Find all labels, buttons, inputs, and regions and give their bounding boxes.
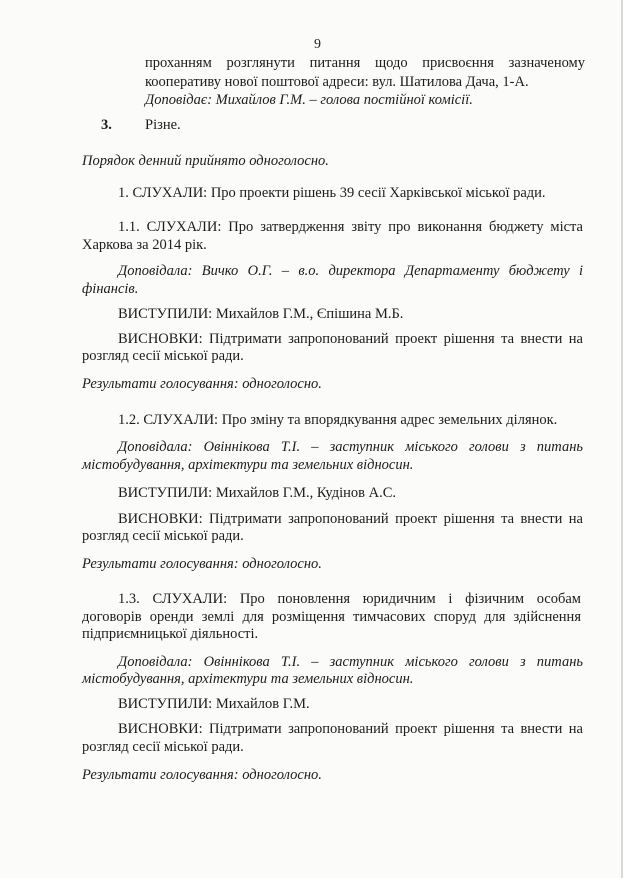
s11-heard-line-2: Харкова за 2014 рік. bbox=[82, 237, 207, 253]
s12-report-line-1: Доповідала: Овіннікова Т.І. – заступник міського голови з питань bbox=[118, 439, 583, 455]
item-3-number: 3. bbox=[101, 117, 112, 133]
heard-main: 1. СЛУХАЛИ: Про проекти рішень 39 сесії Харківської міської ради. bbox=[118, 185, 546, 201]
s11-vote: Результати голосування: одноголосно. bbox=[82, 376, 322, 392]
s13-conclusion-line-1: ВИСНОВКИ: Підтримати запропонований проект рішення та внести на bbox=[118, 721, 583, 737]
s11-heard-line-1: 1.1. СЛУХАЛИ: Про затвердження звіту про виконання бюджету міста bbox=[118, 219, 583, 235]
s13-report-line-2: містобудування, архітектури та земельних відносин. bbox=[82, 671, 414, 687]
agenda-adopted: Порядок денний прийнято одноголосно. bbox=[82, 153, 329, 169]
s11-report-line-1: Доповідала: Вичко О.Г. – в.о. директора Департаменту бюджету і bbox=[118, 263, 583, 279]
s11-report-line-2: фінансів. bbox=[82, 281, 139, 297]
s11-conclusion-line-2: розгляд сесії міської ради. bbox=[82, 348, 244, 364]
s12-spoke: ВИСТУПИЛИ: Михайлов Г.М., Кудінов А.С. bbox=[118, 485, 397, 501]
intro-speaker: Доповідає: Михайлов Г.М. – голова постійної комісії. bbox=[145, 92, 473, 108]
item-3-text: Різне. bbox=[145, 117, 181, 133]
intro-line-1: проханням розглянути питання щодо присвоєння зазначеному bbox=[145, 55, 585, 71]
s13-conclusion-line-2: розгляд сесії міської ради. bbox=[82, 739, 244, 755]
s12-vote: Результати голосування: одноголосно. bbox=[82, 556, 322, 572]
s11-spoke: ВИСТУПИЛИ: Михайлов Г.М., Єпішина М.Б. bbox=[118, 306, 404, 322]
s12-conclusion-line-2: розгляд сесії міської ради. bbox=[82, 528, 244, 544]
intro-line-2: кооперативу нової поштової адреси: вул. Шатилова Дача, 1-А. bbox=[145, 74, 529, 90]
page-number: 9 bbox=[314, 37, 321, 52]
s13-spoke: ВИСТУПИЛИ: Михайлов Г.М. bbox=[118, 696, 310, 712]
s13-vote: Результати голосування: одноголосно. bbox=[82, 767, 322, 783]
s13-heard-line-3: підприємницької діяльності. bbox=[82, 626, 259, 642]
s12-heard: 1.2. СЛУХАЛИ: Про зміну та впорядкування адрес земельних ділянок. bbox=[118, 412, 558, 428]
s13-heard-line-2: договорів оренди землі для розміщення тимчасових споруд для здійснення bbox=[82, 609, 581, 625]
s12-conclusion-line-1: ВИСНОВКИ: Підтримати запропонований проект рішення та внести на bbox=[118, 511, 583, 527]
s11-conclusion-line-1: ВИСНОВКИ: Підтримати запропонований проект рішення та внести на bbox=[118, 331, 583, 347]
s12-report-line-2: містобудування, архітектури та земельних відносин. bbox=[82, 457, 414, 473]
s13-heard-line-1: 1.3. СЛУХАЛИ: Про поновлення юридичним і фізичним особам bbox=[118, 591, 581, 607]
s13-report-line-1: Доповідала: Овіннікова Т.І. – заступник міського голови з питань bbox=[118, 654, 583, 670]
